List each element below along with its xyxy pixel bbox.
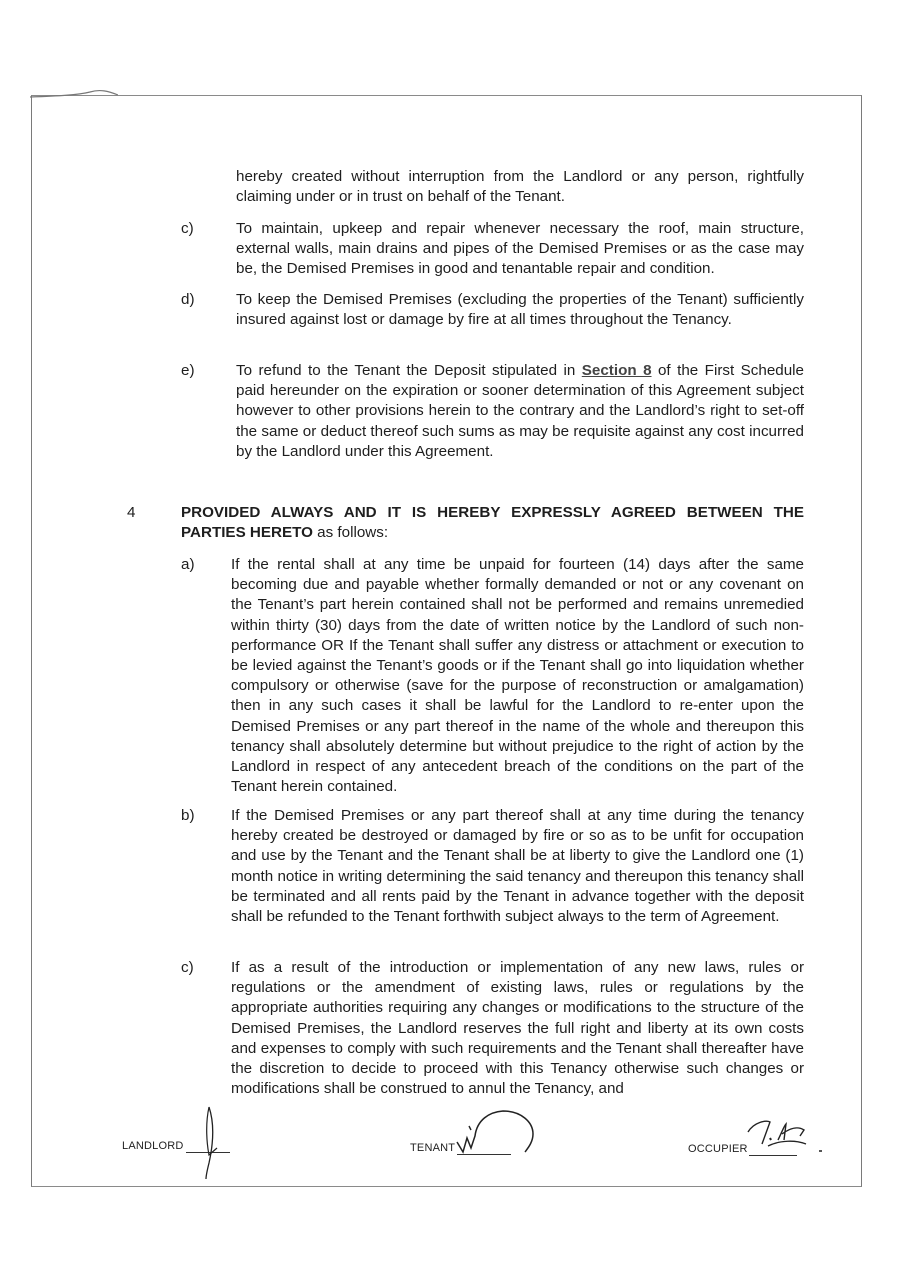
landlord-signature bbox=[195, 1105, 235, 1180]
section-heading-rest: as follows: bbox=[312, 524, 389, 542]
clause-label: e) bbox=[181, 362, 195, 379]
clause-label: c) bbox=[181, 959, 194, 976]
clause-text: To keep the Demised Premises (excluding the properties of the Tenant) sufficiently insured against lost or damage by fire at all times throughout the Tenancy. bbox=[236, 291, 804, 329]
clause-text: If the rental shall at any time be unpaid for fourteen (14) days after the same becoming due and payable whether formally demanded or not or any covenant on the Tenant’s part herein contained shall not be performed and remains unremedied within thirty (30) days from the date of written notice by the Landlord of such non-performance OR If the Tenant shall suffer any distress or attachment or execution to be levied against the Tenant’s goods or if the Tenant shall go into liquidation whether compulsory or otherwise (save for the purpose of reconstruction or amalgamation) then in any such cases it shall be lawful for the Landlord to re-enter upon the Demised Premises or any part thereof in the name of the whole and thereupon this tenancy shall absolutely determine but without prejudice to the right of action by the Landlord in respect of any antecedent breach of the conditions on the part of the Tenant herein contained. bbox=[231, 556, 804, 796]
section-heading-bold: PROVIDED ALWAYS AND IT IS HEREBY EXPRESSLY AGREED BETWEEN THE PARTIES HERETO bbox=[181, 504, 804, 542]
scan-edge-curl bbox=[28, 86, 118, 100]
clause-label: d) bbox=[181, 291, 195, 308]
clause-label: b) bbox=[181, 807, 195, 824]
tenant-signature bbox=[455, 1108, 545, 1158]
clause-text-before: To refund to the Tenant the Deposit stipulated in bbox=[236, 362, 582, 379]
section-heading bbox=[181, 503, 804, 543]
clause-text: If as a result of the introduction or implementation of any new laws, rules or regulations or the amendment of existing laws, rules or regulations by the appropriate authorities requiring any changes or modifications to the structure of the Demised Premises, the Landlord reserves the full right and liberty at its own costs and expenses to comply with such requirements and the Tenant shall thereafter have the discretion to decide to proceed with this Tenancy otherwise such changes or modifications shall be construed to annul the Tenancy, and bbox=[231, 959, 804, 1098]
clause-text: If the Demised Premises or any part thereof shall at any time during the tenancy hereby created be destroyed or damaged by fire or so as to be unfit for occupation and use by the Tenant and the Tenant shall be at liberty to give the Landlord one (1) month notice in writing determining the said tenancy and thereupon this tenancy shall be terminated and all rents paid by the Tenant in advance together with the deposit shall be refunded to the Tenant forthwith subject always to the term of Agreement. bbox=[231, 807, 804, 926]
clause-text: To maintain, upkeep and repair whenever necessary the roof, main structure, external walls, main drains and pipes of the Demised Premises or as the case may be, the Demised Premises in good and tenantable repair and condition. bbox=[236, 220, 804, 278]
landlord-label: LANDLORD bbox=[122, 1140, 184, 1152]
occupier-signature bbox=[740, 1118, 820, 1158]
section-8-link[interactable]: Section 8 bbox=[581, 362, 652, 379]
stray-mark bbox=[819, 1150, 822, 1152]
section-number: 4 bbox=[127, 504, 136, 521]
tenant-label: TENANT bbox=[410, 1142, 456, 1154]
clause-label: c) bbox=[181, 220, 194, 237]
continuation-paragraph: hereby created without interruption from the Landlord or any person, rightfully claiming under or in trust on behalf of the Tenant. bbox=[236, 168, 804, 206]
clause-text-after: of the First Schedule paid hereunder on the expiration or sooner determination of this Agreement subject however to other provisions herein to the contrary and the Landlord’s right to set-off the same or deduct thereof such sums as may be requisite against any cost incurred by the Landlord under this Agreement. bbox=[236, 362, 804, 460]
clause-text bbox=[236, 361, 804, 462]
clause-label: a) bbox=[181, 556, 195, 573]
occupier-label: OCCUPIER bbox=[688, 1143, 748, 1155]
